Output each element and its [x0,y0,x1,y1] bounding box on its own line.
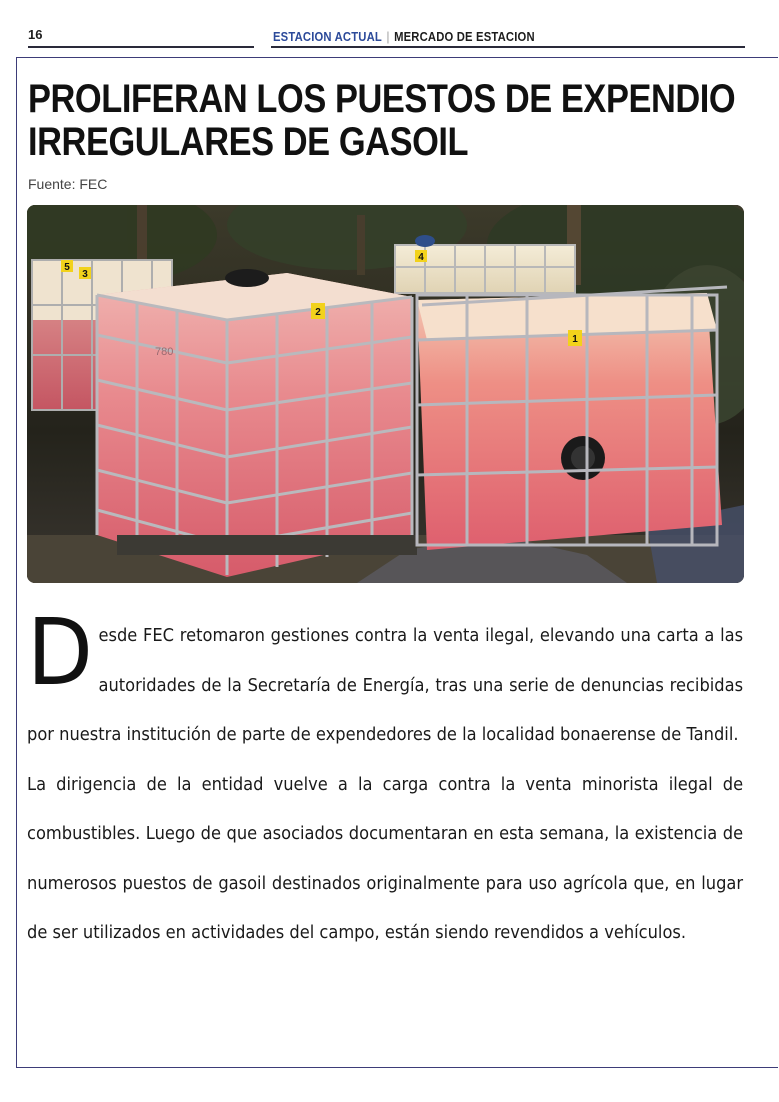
article-title [28,78,750,164]
header-rule-right [271,46,745,48]
section-name: ESTACION ACTUAL [273,30,382,44]
section-header [273,30,535,44]
title-line-1: PROLIFERAN LOS PUESTOS DE EXPENDIO [28,77,736,121]
marker-5-text: 5 [64,262,70,273]
paragraph-1 [27,599,744,761]
page-number: 16 [28,27,43,42]
drop-cap: D [27,599,93,706]
marker-2-text: 2 [315,307,321,318]
marker-4-text: 4 [418,252,424,263]
article-source: Fuente: FEC [28,176,108,192]
marker-3-text: 3 [82,269,88,280]
subsection-name: MERCADO DE ESTACION [394,30,535,44]
article-body [27,599,744,959]
fuel-tanks-photo [27,205,744,583]
paragraph-2: La dirigencia de la entidad vuelve a la carga contra la venta minorista ilegal de combustibles. Luego de que asociados documentaran en esta semana, la existencia de numerosos puestos de gasoil destinados originalmente para uso agrícola que, en lugar de ser utilizados en actividades del campo, están siendo revendidos a vehículos. [27,774,744,943]
paragraph-1-text: esde FEC retomaron gestiones contra la venta ilegal, elevando una carta a las autoridades de la Secretaría de Energía, tras una serie de denuncias recibidas por nuestra institución de parte de expendedores de la localidad bonaerense de Tandil. [27,626,744,745]
tank-label-text: 780 [155,346,174,358]
article-photo [27,205,744,583]
title-line-2: IRREGULARES DE GASOIL [28,120,469,164]
marker-1-text: 1 [572,334,578,345]
header-rule-left [28,46,254,48]
section-separator: | [386,30,390,44]
